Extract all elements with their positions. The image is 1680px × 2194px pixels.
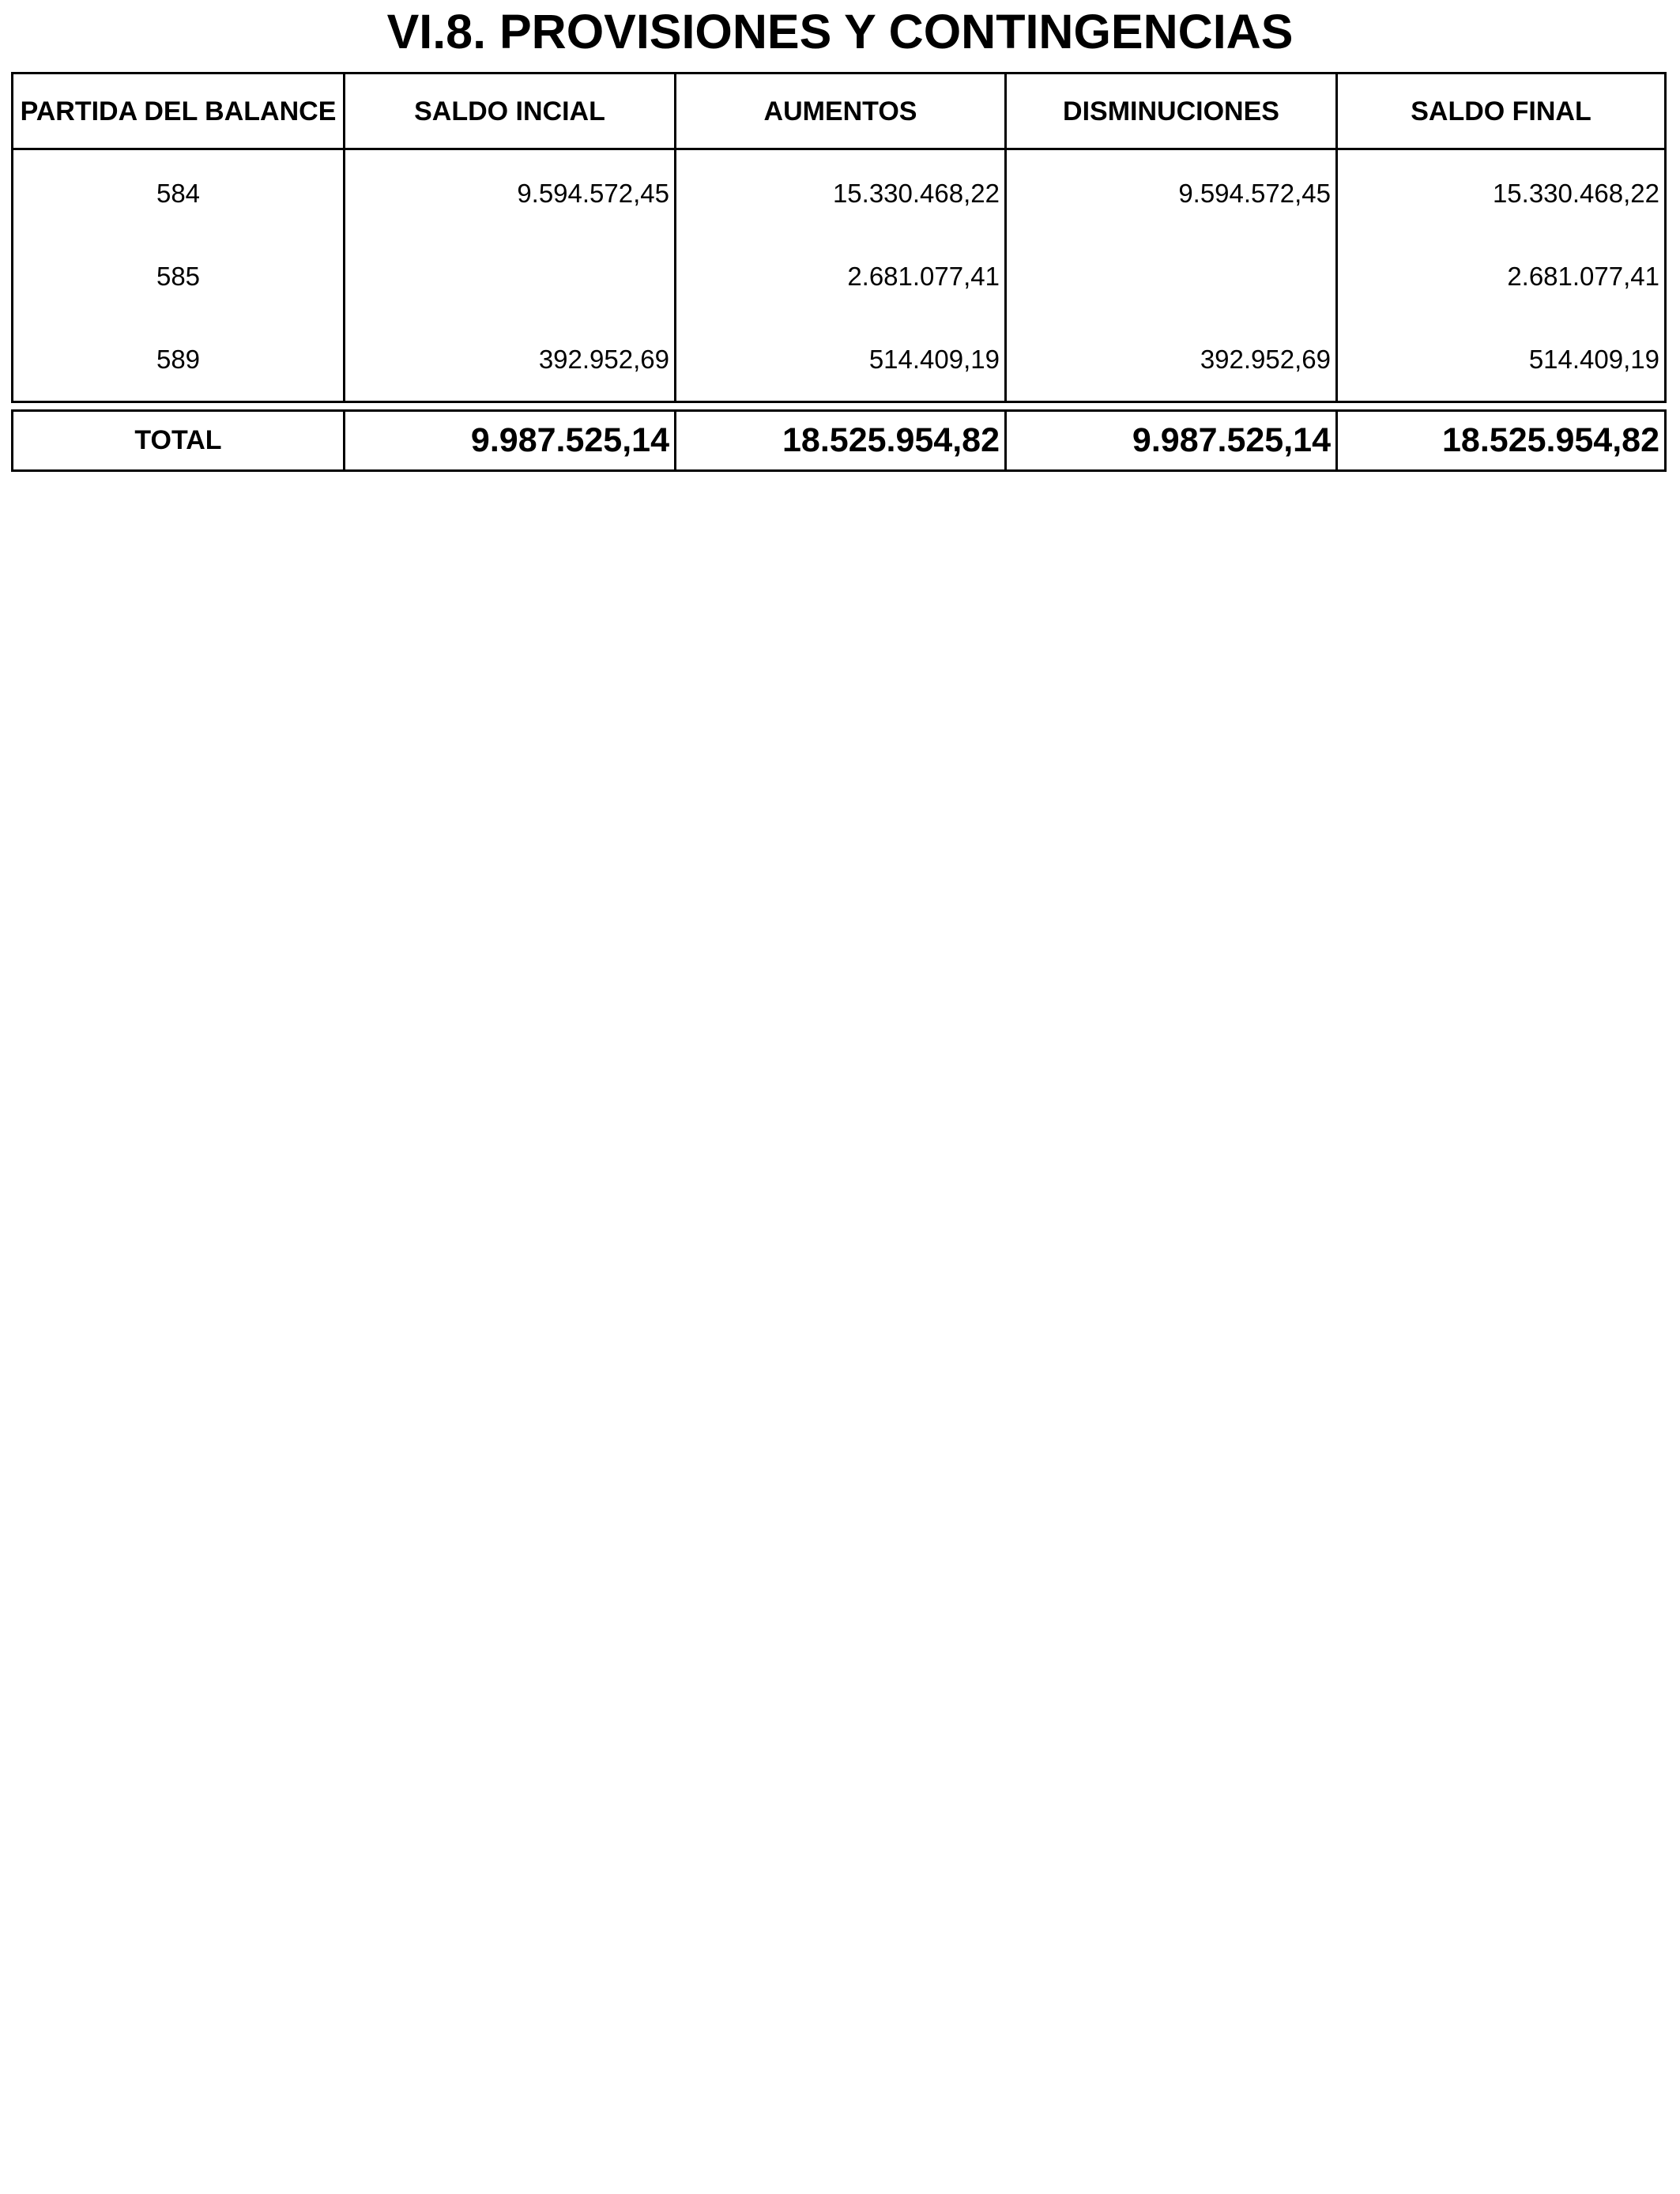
table-cell xyxy=(1011,235,1331,318)
table-cell: 2.681.077,41 xyxy=(1507,262,1659,291)
total-saldo-final: 18.525.954,82 xyxy=(1337,411,1666,471)
total-saldo-inicial: 9.987.525,14 xyxy=(345,411,676,471)
page-title: VI.8. PROVISIONES Y CONTINGENCIAS xyxy=(386,5,1294,58)
total-aumentos: 18.525.954,82 xyxy=(676,411,1006,471)
totals-table xyxy=(11,409,1667,472)
table-header-row xyxy=(13,74,1666,149)
table-cell: 589 xyxy=(156,345,201,374)
total-disminuciones: 9.987.525,14 xyxy=(1006,411,1337,471)
table-cell: 15.330.468,22 xyxy=(832,179,1000,208)
aumentos-column xyxy=(676,149,1006,402)
total-label: TOTAL xyxy=(13,411,345,471)
table-cell: 584 xyxy=(156,179,201,208)
table-cell: 392.952,69 xyxy=(538,345,669,374)
table-cell: 585 xyxy=(156,262,201,291)
table-cell: 514.409,19 xyxy=(1528,345,1659,374)
header-partida: PARTIDA DEL BALANCE xyxy=(13,74,345,149)
header-aumentos: AUMENTOS xyxy=(676,74,1006,149)
header-disminuciones: DISMINUCIONES xyxy=(1006,74,1337,149)
table-cell: 9.594.572,45 xyxy=(1178,179,1331,208)
header-saldo-inicial: SALDO INCIAL xyxy=(345,74,676,149)
partida-column xyxy=(13,149,345,402)
saldo-inicial-column xyxy=(345,149,676,402)
table-body-row xyxy=(13,149,1666,402)
header-saldo-final: SALDO FINAL xyxy=(1337,74,1666,149)
table-cell: 392.952,69 xyxy=(1200,345,1331,374)
table-cell: 514.409,19 xyxy=(868,345,1000,374)
provisions-table xyxy=(11,72,1667,403)
disminuciones-column xyxy=(1006,149,1337,402)
table-cell: 2.681.077,41 xyxy=(847,262,1000,291)
table-cell: 15.330.468,22 xyxy=(1492,179,1659,208)
table-cell: 9.594.572,45 xyxy=(517,179,669,208)
table-cell xyxy=(350,235,669,318)
saldo-final-column xyxy=(1337,149,1666,402)
total-row xyxy=(13,411,1666,471)
